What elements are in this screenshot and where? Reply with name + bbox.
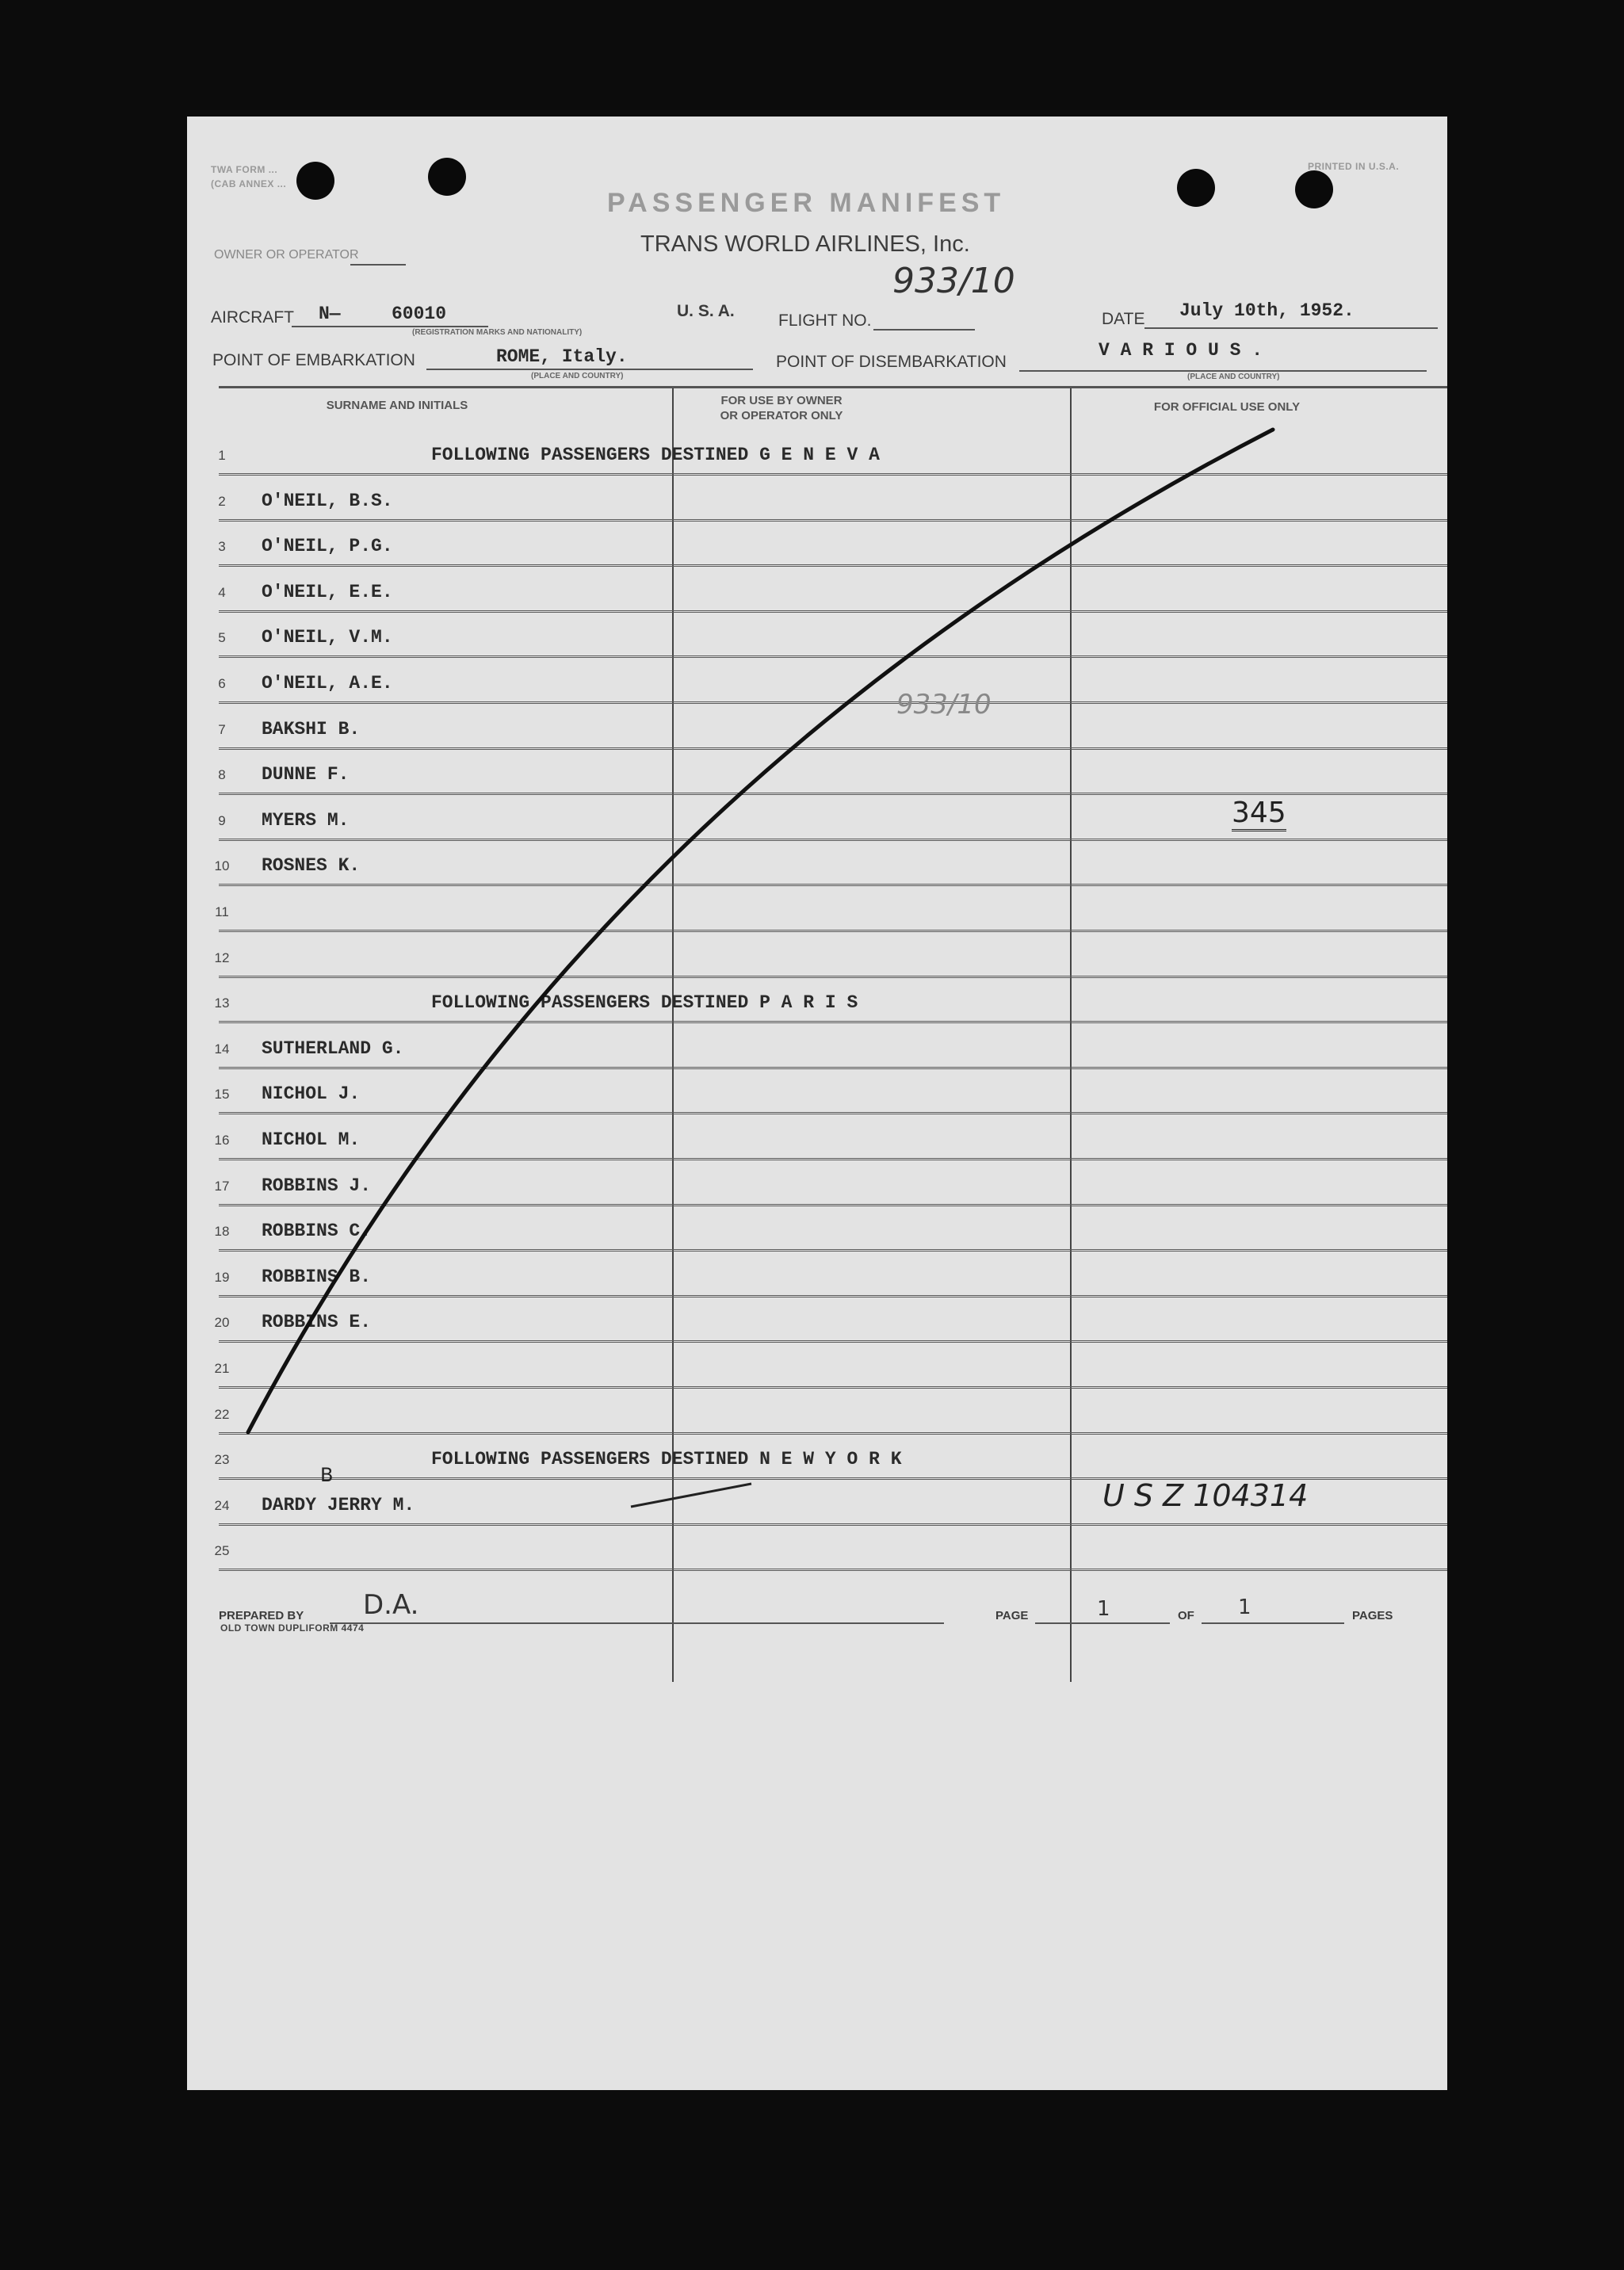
- flight-label: FLIGHT NO.: [778, 311, 872, 330]
- prepared-value: D.A.: [363, 1589, 419, 1621]
- header-line: [219, 386, 1447, 388]
- col-divider-2: [1070, 386, 1072, 1682]
- row-number: 25: [214, 1543, 230, 1559]
- of-value: 1: [1238, 1595, 1251, 1619]
- of-line: [1202, 1622, 1344, 1624]
- row-number: 2: [218, 493, 226, 509]
- embark-label: POINT OF EMBARKATION: [212, 351, 415, 369]
- form-id-1: TWA FORM ...: [211, 164, 278, 175]
- row-number: 13: [214, 996, 230, 1011]
- aircraft-value: 60010: [392, 304, 447, 324]
- passenger-name: NICHOL J.: [262, 1083, 361, 1105]
- row-number: 22: [214, 1406, 230, 1422]
- passenger-name: SUTHERLAND G.: [262, 1038, 404, 1059]
- row-number: 16: [214, 1133, 230, 1148]
- prepared-label: PREPARED BY: [219, 1609, 304, 1622]
- row-line: [219, 701, 1447, 706]
- flight-value: 933/10: [892, 261, 1015, 301]
- row-number: 12: [214, 950, 230, 965]
- passenger-name: ROSNES K.: [262, 855, 361, 877]
- row-line: [219, 1067, 1447, 1072]
- row-line: [219, 519, 1447, 524]
- official-number: 345: [1232, 797, 1286, 831]
- row-line: [219, 1204, 1447, 1209]
- row-line: [219, 1432, 1447, 1437]
- row-number: 7: [218, 721, 226, 737]
- form-id-2: (CAB ANNEX ...: [211, 178, 287, 189]
- aircraft-label: AIRCRAFT: [211, 308, 294, 327]
- date-value: July 10th, 1952.: [1179, 300, 1355, 321]
- passenger-name: ROBBINS C.: [262, 1221, 372, 1242]
- punch-hole-far-right: [1295, 170, 1333, 208]
- row-number: 8: [218, 767, 226, 783]
- owner-line: [350, 264, 406, 266]
- row-number: 23: [214, 1452, 230, 1468]
- row-line: [219, 1295, 1447, 1300]
- prepared-line: [330, 1622, 944, 1624]
- passenger-name: MYERS M.: [262, 809, 350, 831]
- row-number: 11: [215, 904, 229, 919]
- passenger-name: ROBBINS J.: [262, 1175, 372, 1196]
- row-number: 9: [218, 812, 226, 828]
- owner-label: OWNER OR OPERATOR: [214, 248, 359, 262]
- col-official-header: FOR OFFICIAL USE ONLY: [1153, 400, 1301, 414]
- disembark-line: [1019, 370, 1427, 372]
- row-number: 19: [214, 1269, 230, 1285]
- registration-caption: (REGISTRATION MARKS AND NATIONALITY): [412, 328, 583, 337]
- row-line: [219, 884, 1447, 889]
- passenger-name: NICHOL M.: [262, 1129, 361, 1150]
- row-line: [219, 1386, 1447, 1391]
- passenger-name: DUNNE F.: [262, 764, 350, 785]
- col-surname-header: SURNAME AND INITIALS: [326, 399, 468, 412]
- passenger-name: ROBBINS E.: [262, 1312, 372, 1333]
- row-number: 14: [214, 1041, 230, 1057]
- passenger-name: ROBBINS B.: [262, 1266, 372, 1287]
- destination-heading: FOLLOWING PASSENGERS DESTINED N E W Y O R K: [431, 1449, 902, 1470]
- passenger-name: O'NEIL, B.S.: [262, 490, 393, 511]
- disembark-value: V A R I O U S .: [1099, 340, 1263, 361]
- disembark-label: POINT OF DISEMBARKATION: [776, 353, 1007, 371]
- passenger-name: O'NEIL, E.E.: [262, 581, 393, 602]
- company-name: TRANS WORLD AIRLINES, Inc.: [640, 231, 970, 257]
- aircraft-prefix: N—: [319, 304, 341, 324]
- passenger-name: O'NEIL, P.G.: [262, 536, 393, 557]
- center-stamp: 933/10: [896, 689, 992, 720]
- form-number: OLD TOWN DUPLIFORM 4474: [220, 1622, 365, 1634]
- row-line: [219, 839, 1447, 843]
- row-line: [219, 564, 1447, 569]
- row-line: [219, 1158, 1447, 1163]
- dardy-official: U S Z 104314: [1102, 1478, 1309, 1513]
- dardy-correction: B: [320, 1464, 334, 1486]
- row-number: 21: [214, 1361, 230, 1376]
- row-number: 17: [214, 1178, 230, 1194]
- row-number: 6: [218, 676, 226, 691]
- row-number: 4: [218, 584, 226, 600]
- row-number: 24: [214, 1497, 230, 1513]
- row-line: [219, 930, 1447, 934]
- row-line: [219, 747, 1447, 752]
- page-label: PAGE: [995, 1609, 1029, 1622]
- usa-label: U. S. A.: [677, 302, 735, 320]
- destination-heading: FOLLOWING PASSENGERS DESTINED P A R I S: [431, 992, 858, 1014]
- page-line: [1035, 1622, 1170, 1624]
- row-number: 5: [218, 630, 226, 646]
- disembark-caption: (PLACE AND COUNTRY): [1187, 373, 1280, 381]
- row-line: [219, 1249, 1447, 1254]
- aircraft-line: [292, 326, 488, 327]
- row-line: [219, 1112, 1447, 1117]
- row-number: 18: [214, 1224, 230, 1240]
- destination-heading: FOLLOWING PASSENGERS DESTINED G E N E V A: [431, 445, 880, 465]
- of-label: OF: [1178, 1609, 1194, 1622]
- col-owner-header-2: OR OPERATOR ONLY: [720, 409, 843, 422]
- row-line: [219, 1569, 1447, 1573]
- col-owner-header-1: FOR USE BY OWNER: [720, 394, 843, 407]
- embark-value: ROME, Italy.: [496, 346, 628, 367]
- date-line: [1144, 327, 1438, 329]
- row-line: [219, 610, 1447, 615]
- row-line: [219, 1021, 1447, 1026]
- row-line: [219, 1340, 1447, 1345]
- row-line: [219, 976, 1447, 980]
- row-line: [219, 473, 1447, 478]
- flight-line: [873, 329, 975, 331]
- row-line: [219, 655, 1447, 660]
- date-label: DATE: [1102, 310, 1145, 328]
- punch-hole-right: [1177, 169, 1215, 207]
- row-line: [219, 1523, 1447, 1528]
- printed-label: PRINTED IN U.S.A.: [1308, 161, 1400, 172]
- form-title: PASSENGER MANIFEST: [607, 188, 1006, 218]
- row-number: 1: [218, 448, 226, 463]
- punch-hole-mid: [428, 158, 466, 196]
- row-number: 3: [218, 539, 226, 555]
- row-number: 10: [214, 858, 230, 874]
- passenger-name: O'NEIL, V.M.: [262, 627, 393, 648]
- embark-caption: (PLACE AND COUNTRY): [531, 372, 624, 380]
- manifest-sheet: [187, 117, 1447, 2090]
- punch-hole-left: [296, 162, 334, 200]
- page-value: 1: [1097, 1597, 1110, 1621]
- passenger-name: DARDY JERRY M.: [262, 1494, 415, 1515]
- passenger-name: O'NEIL, A.E.: [262, 673, 393, 694]
- col-divider-1: [672, 386, 674, 1682]
- row-number: 15: [214, 1087, 230, 1103]
- row-number: 20: [214, 1315, 230, 1331]
- pages-label: PAGES: [1352, 1609, 1393, 1622]
- passenger-name: BAKSHI B.: [262, 718, 361, 739]
- embark-line: [426, 369, 753, 370]
